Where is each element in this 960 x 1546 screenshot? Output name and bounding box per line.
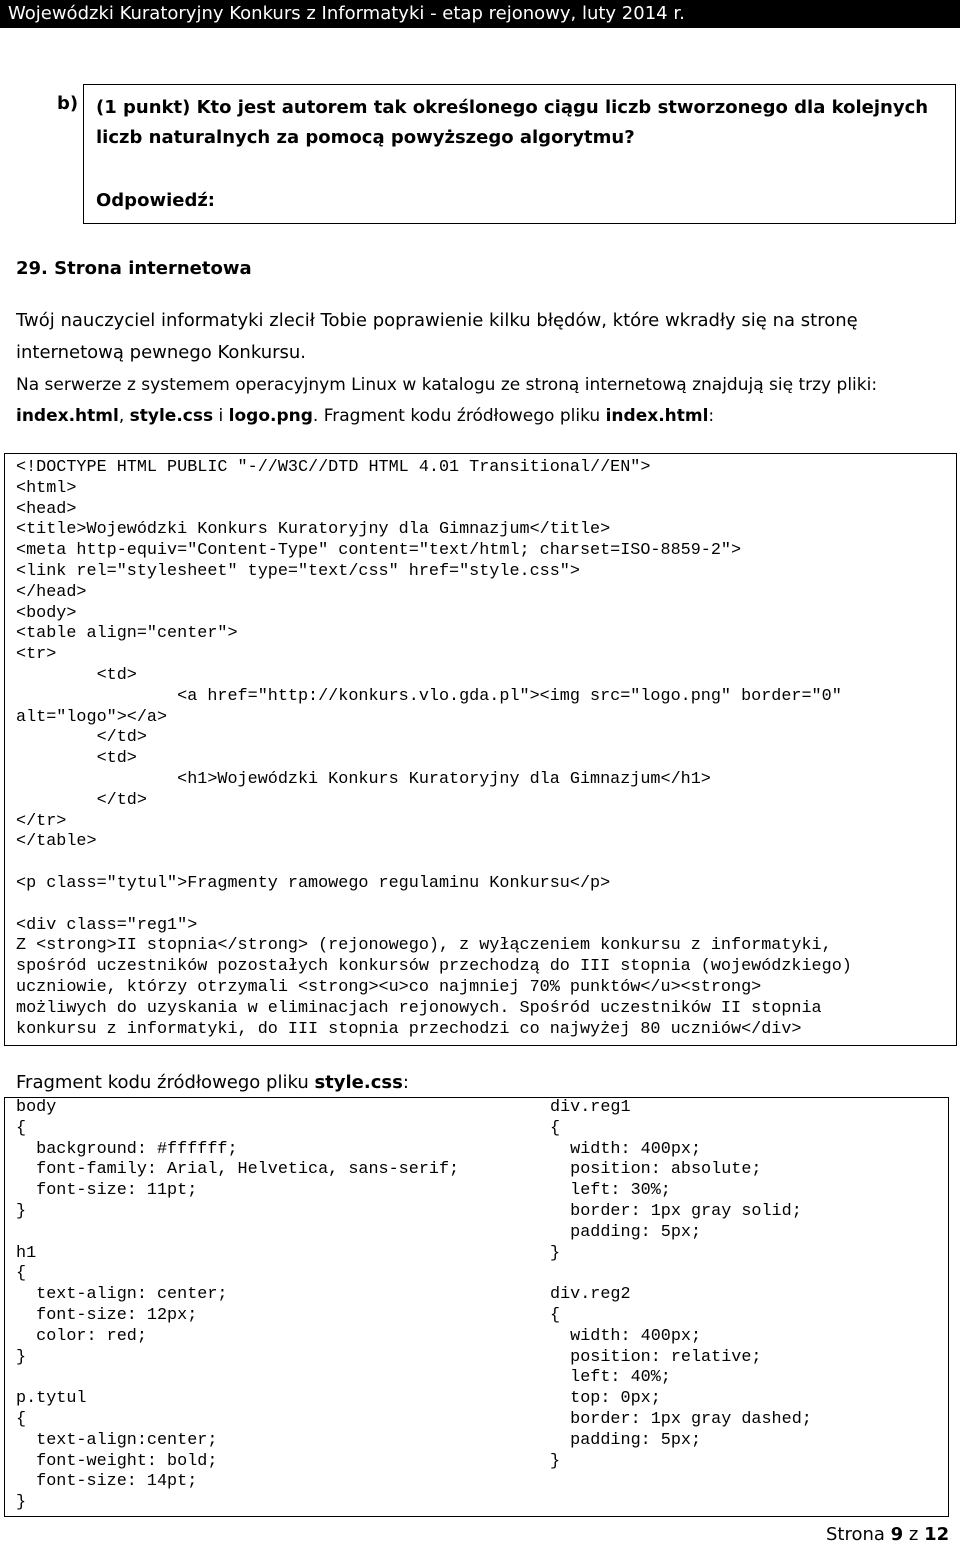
filename-index-html: index.html [16, 406, 119, 426]
html-code-listing: <!DOCTYPE HTML PUBLIC "-//W3C//DTD HTML 4.01 Transitional//EN"> <html> <head> <title>Wojewódzki Konkurs Kuratoryjny dla Gimnazjum</title> <meta http-equiv="Content-Type" content="text/html; charset=ISO-8859-2"> <link rel="stylesheet" type="text/css" href="style.css"> </head> <body> <table align="center"> <tr> <td> <a href="http://konkurs.vlo.gda.pl"><img src="logo.png" border="0" alt="logo"></a> </td> <td> <h1>Wojewódzki Konkurs Kuratoryjny dla Gimnazjum</h1> </td> </tr> </table> <p class="tytul">Fragmenty ramowego regulaminu Konkursu</p> <div class="reg1"> Z <strong>II stopnia</strong> (rejonowego), z wyłączeniem konkursu z informatyki, spośród uczestników pozostałych konkursów przechodzą do III stopnia (wojewódzkiego) uczniowie, którzy otrzymali <strong><u>co najmniej 70% punktów</u><strong> możliwych do uzyskania w eliminacjach rejonowych. Spośród uczestników II stopnia konkursu z informatyki, do III stopnia przechodzi co najwyżej 80 uczniów</div> [16, 458, 852, 1039]
text-fragment: i [213, 406, 229, 426]
page-header: Wojewódzki Kuratoryjny Konkurs z Informatyki - etap rejonowy, luty 2014 r. [0, 0, 960, 28]
footer-sep: z [903, 1524, 925, 1545]
css-title-suffix: : [402, 1072, 409, 1093]
footer-total: 12 [924, 1524, 950, 1545]
css-title-prefix: Fragment kodu źródłowego pliku [16, 1072, 315, 1093]
filename-logo-png: logo.png [228, 406, 313, 426]
text-fragment: . Fragment kodu źródłowego pliku [312, 406, 606, 426]
css-title-file: style.css [314, 1072, 403, 1093]
filename-style-css: style.css [129, 406, 214, 426]
intro-line-2: internetową pewnego Konkursu. [16, 342, 307, 363]
question-b-label: b) [57, 93, 79, 114]
footer-prefix: Strona [826, 1524, 891, 1545]
css-code-left-column: body { background: #ffffff; font-family: Arial, Helvetica, sans-serif; font-size: 11pt; } h1 { text-align: center; font-size: 12px; color: red; } p.tytul { text-align:center; font-weight: bold; font-size: 14pt; } [16, 1098, 460, 1513]
css-section-title [16, 1072, 409, 1093]
question-b-text: (1 punkt) Kto jest autorem tak określonego ciągu liczb stworzonego dla kolejnych liczb naturalnych za pomocą powyższego algorytmu? [96, 97, 929, 148]
footer-page: 9 [890, 1524, 904, 1545]
text-fragment: : [708, 406, 715, 426]
section-heading: 29. Strona internetowa [16, 258, 252, 279]
filename-index-html: index.html [605, 406, 709, 426]
intro-line-1: Twój nauczyciel informatyki zlecił Tobie poprawienie kilku błędów, które wkradły się na stronę [16, 310, 858, 331]
page-number [826, 1524, 949, 1545]
description-line-1: Na serwerze z systemem operacyjnym Linux w katalogu ze stroną internetową znajdują się trzy pliki: [16, 375, 878, 395]
css-code-right-column: div.reg1 { width: 400px; position: absolute; left: 30%; border: 1px gray solid; padding: 5px; } div.reg2 { width: 400px; position: relative; left: 40%; top: 0px; border: 1px gray dashed; padding: 5px; } [550, 1098, 812, 1471]
text-fragment: , [118, 406, 130, 426]
answer-label: Odpowiedź: [96, 190, 216, 211]
description-line-2 [16, 406, 714, 426]
